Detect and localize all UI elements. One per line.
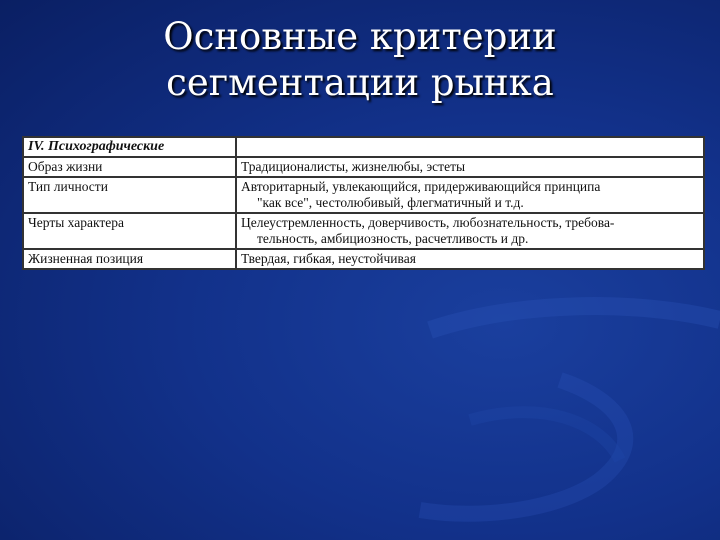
table-row (23, 249, 704, 269)
title-line-2: сегментации рынка (166, 61, 554, 104)
criterion-cell: Тип личности (23, 177, 236, 213)
value-line: Традиционалисты, жизнелюбы, эстеты (241, 159, 466, 174)
criterion-cell: Черты характера (23, 213, 236, 249)
value-line-continued: "как все", честолюбивый, флегматичный и т.д. (257, 195, 524, 210)
criteria-table (22, 136, 705, 270)
table-header-empty (236, 137, 704, 157)
value-line: Твердая, гибкая, неустойчивая (241, 251, 416, 266)
criteria-table-container (22, 136, 705, 270)
value-line: Целеустремленность, доверчивость, любознательность, требова- (241, 215, 615, 230)
value-cell (236, 213, 704, 249)
value-cell (236, 249, 704, 269)
table-header: IV. Психографические (23, 137, 236, 157)
table-row (23, 213, 704, 249)
title-line-1: Основные критерии (163, 15, 557, 58)
table-row (23, 177, 704, 213)
criterion-cell: Жизненная позиция (23, 249, 236, 269)
criterion-cell: Образ жизни (23, 157, 236, 177)
value-cell (236, 177, 704, 213)
table-row (23, 157, 704, 177)
value-line-continued: тельность, амбициозность, расчетливость и др. (257, 231, 529, 246)
value-line: Авторитарный, увлекающийся, придерживающийся принципа (241, 179, 601, 194)
value-cell (236, 157, 704, 177)
slide-title (0, 14, 720, 106)
table-header-row (23, 137, 704, 157)
